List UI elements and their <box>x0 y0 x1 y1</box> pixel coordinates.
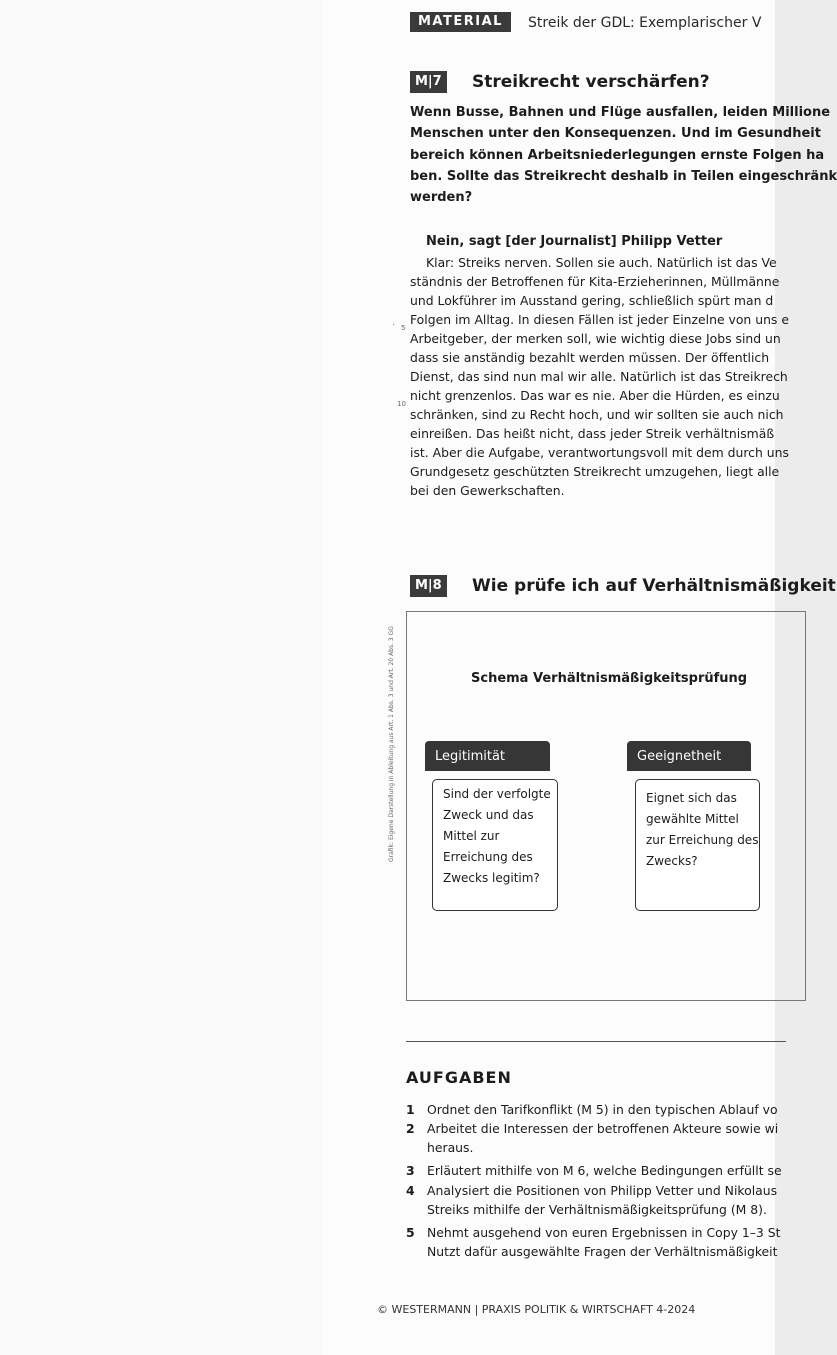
margin-dot: · <box>392 320 396 331</box>
m7-body-line: dass sie anständig bezahlt werden müssen. Der öffentlich <box>410 350 770 365</box>
m7-body-line: Folgen im Alltag. In diesen Fällen ist jeder Einzelne von uns e <box>410 312 789 327</box>
task-text: Nutzt dafür ausgewählte Fragen der Verhältnismäßigkeit <box>427 1244 778 1259</box>
m7-body-line: und Lokführer im Ausstand gering, schließlich spürt man d <box>410 293 774 308</box>
aufgaben-heading: AUFGABEN <box>406 1068 512 1087</box>
m7-body-line: ist. Aber die Aufgabe, verantwortungsvoll mit dem durch uns <box>410 445 789 460</box>
m7-body-line: bei den Gewerkschaften. <box>410 483 565 498</box>
card-line: Erreichung des <box>443 850 533 864</box>
card-line: gewählte Mittel <box>646 812 739 826</box>
line-number-10: 10 <box>397 400 406 408</box>
m7-author: Nein, sagt [der Journalist] Philipp Vetter <box>426 234 723 249</box>
line-number-5: 5 <box>401 324 406 332</box>
footer-copyright: © WESTERMANN | PRAXIS POLITIK & WIRTSCHAFT 4-2024 <box>377 1303 696 1316</box>
m7-intro-line: werden? <box>410 190 473 206</box>
card-legitimitaet-body <box>432 779 558 911</box>
card-line: Zwecks legitim? <box>443 871 540 885</box>
m7-intro-line: Wenn Busse, Bahnen und Flüge ausfallen, leiden Millione <box>410 105 831 120</box>
card-line: Mittel zur <box>443 829 500 843</box>
material-title: Streik der GDL: Exemplarischer V <box>528 15 762 31</box>
task-number: 5 <box>406 1225 415 1240</box>
m7-badge: M|7 <box>410 71 447 93</box>
task-number: 2 <box>406 1121 415 1136</box>
m7-intro-line: ben. Sollte das Streikrecht deshalb in Teilen eingeschränk <box>410 168 837 184</box>
task-text: Streiks mithilfe der Verhältnismäßigkeitsprüfung (M 8). <box>427 1202 767 1217</box>
m8-title: Wie prüfe ich auf Verhältnismäßigkeit <box>472 576 836 596</box>
m7-title: Streikrecht verschärfen? <box>472 72 710 92</box>
task-text: Analysiert die Positionen von Philipp Vetter und Nikolaus <box>427 1183 778 1198</box>
m7-body-line: Grundgesetz geschützten Streikrecht umzugehen, liegt alle <box>410 464 780 479</box>
card-line: Zweck und das <box>443 808 534 822</box>
material-label: MATERIAL <box>410 12 511 32</box>
card-line: Zwecks? <box>646 854 698 868</box>
m7-intro-line: bereich können Arbeitsniederlegungen ernste Folgen ha <box>410 147 825 163</box>
card-legitimitaet-header: Legitimität <box>425 741 550 771</box>
card-line: Sind der verfolgte <box>443 787 551 801</box>
m7-intro-line: Menschen unter den Konsequenzen. Und im Gesundheit <box>410 126 821 142</box>
m7-body-line: einreißen. Das heißt nicht, dass jeder Streik verhältnismäß <box>410 426 775 441</box>
card-geeignetheit-header: Geeignetheit <box>627 741 751 771</box>
task-text: heraus. <box>427 1140 474 1155</box>
m7-body-line: ständnis der Betroffenen für Kita-Erzieherinnen, Müllmänne <box>410 274 780 289</box>
m7-body-line: Dienst, das sind nun mal wir alle. Natürlich ist das Streikrech <box>410 369 788 384</box>
divider <box>406 1041 786 1042</box>
card-geeignetheit-body <box>635 779 760 911</box>
card-line: zur Erreichung des <box>646 833 759 847</box>
m7-body-line: Arbeitgeber, der merken soll, wie wichtig diese Jobs sind un <box>410 331 781 346</box>
m7-body-line: schränken, sind zu Recht hoch, und wir sollten sie auch nich <box>410 407 784 422</box>
m7-intro <box>410 102 837 208</box>
graphic-credit: Grafik: Eigene Darstellung in Ableitung aus Art. 1 Abs. 3 und Art. 20 Abs. 3 GG <box>388 626 395 862</box>
task-number: 4 <box>406 1183 415 1198</box>
card-line: Eignet sich das <box>646 791 737 805</box>
task-text: Nehmt ausgehend von euren Ergebnissen in Copy 1–3 St <box>427 1225 781 1240</box>
task-text: Arbeitet die Interessen der betroffenen Akteure sowie wi <box>427 1121 779 1136</box>
task-number: 3 <box>406 1163 415 1178</box>
schema-title: Schema Verhältnismäßigkeitsprüfung <box>471 671 748 686</box>
task-text: Erläutert mithilfe von M 6, welche Bedingungen erfüllt se <box>427 1163 782 1178</box>
left-page-margin <box>0 0 322 1355</box>
task-text: Ordnet den Tarifkonflikt (M 5) in den typischen Ablauf vo <box>427 1102 778 1117</box>
m7-body-line: nicht grenzenlos. Das war es nie. Aber die Hürden, es einzu <box>410 388 780 403</box>
task-number: 1 <box>406 1102 415 1117</box>
m8-badge: M|8 <box>410 575 447 597</box>
m7-body-line: Klar: Streiks nerven. Sollen sie auch. Natürlich ist das Ve <box>426 255 777 270</box>
m7-body-text <box>410 253 789 500</box>
